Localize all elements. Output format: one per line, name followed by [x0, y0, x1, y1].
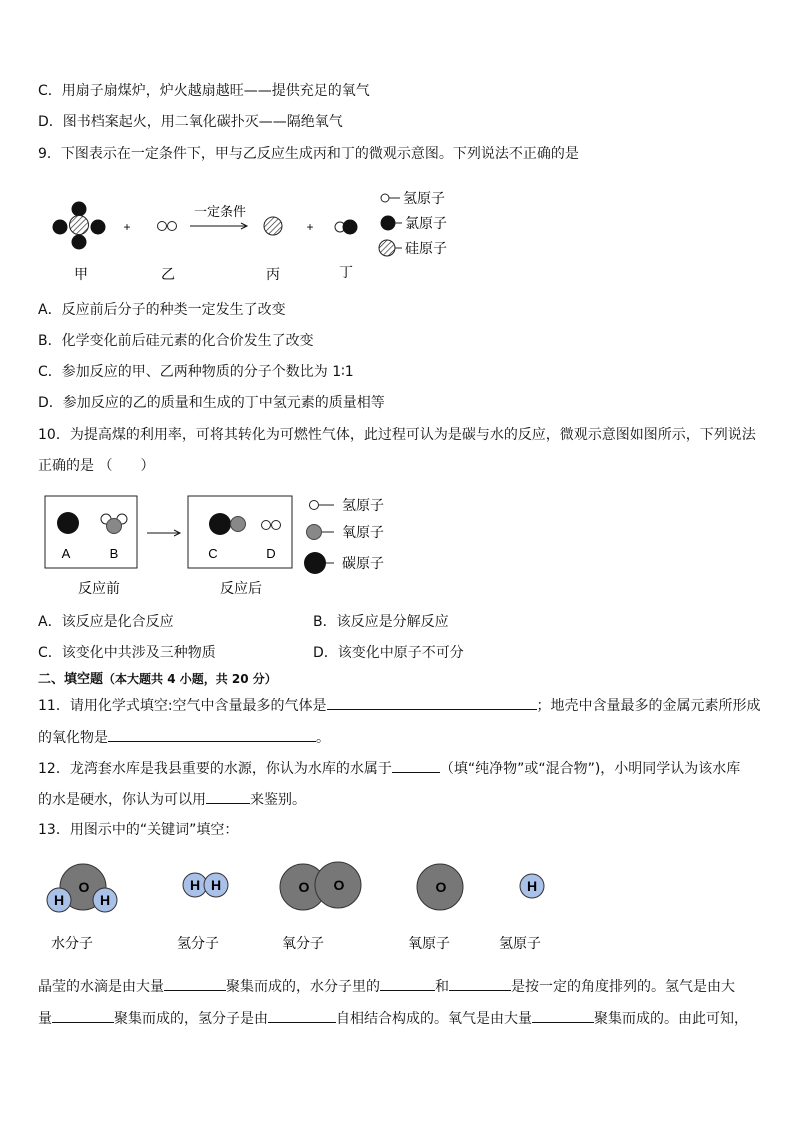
q9-option-a: A．反应前后分子的种类一定发生了改变 [38, 302, 286, 318]
q9-option-d: D．参加反应的乙的质量和生成的丁中氢元素的质量相等 [38, 395, 385, 411]
legend-chlorine: 氯原子 [405, 215, 447, 231]
q10-reaction-diagram [44, 495, 404, 605]
water-molecule-b [101, 514, 127, 534]
o-letter: O [78, 879, 90, 895]
h-letter: H [189, 877, 201, 893]
legend-carbon: 碳原子 [342, 555, 384, 571]
reaction-arrow [147, 530, 180, 536]
q8-option-c: C．用扇子扇煤炉，炉火越扇越旺——提供充足的氧气 [38, 83, 370, 99]
q13-text: 量 [38, 1011, 52, 1027]
q10-legend [304, 497, 384, 574]
q11-text-3: 的氧化物是 [38, 730, 108, 746]
q13-text: 自相结合构成的。氧气是由大量 [336, 1011, 532, 1027]
q11-line1 [38, 695, 761, 716]
oxygen-molecule [280, 862, 361, 910]
q9-stem: 9．下图表示在一定条件下，甲与乙反应生成丙和丁的微观示意图。下列说法不正确的是 [38, 146, 579, 162]
q12-text-3: 的水是硬水，你认为可以用 [38, 792, 206, 808]
q12-text-4: 来鉴别。 [250, 792, 306, 808]
q12-line1 [38, 758, 740, 779]
oxygen-atom [417, 864, 463, 910]
q9-option-c: C．参加反应的甲、乙两种物质的分子个数比为 1∶1 [38, 364, 354, 380]
label-d: D [266, 546, 276, 561]
q11-text-1: 11．请用化学式填空:空气中含量最多的气体是 [38, 698, 327, 714]
section-heading [38, 669, 277, 690]
q13-blank-5[interactable] [268, 1008, 336, 1023]
q11-blank-1[interactable] [327, 695, 537, 710]
q13-text: 和 [435, 979, 449, 995]
hydrogen-atom [520, 874, 544, 898]
q13-text-line2 [38, 1008, 748, 1029]
q13-blank-3[interactable] [449, 976, 511, 991]
plus-sign: + [306, 220, 314, 234]
q11-text-2: ；地壳中含量最多的金属元素所形成 [536, 698, 761, 714]
label-yi: 乙 [161, 266, 175, 282]
q10-stem-line2: 正确的是 （ ） [38, 458, 155, 474]
bing-molecule [264, 217, 282, 235]
caption-hydrogen-molecule: 氢分子 [177, 935, 219, 951]
h-letter: H [526, 878, 538, 894]
legend-hydrogen: 氢原子 [342, 497, 384, 513]
q12-text-1: 12．龙湾套水库是我县重要的水源，你认为水库的水属于 [38, 761, 392, 777]
section-title: 二、填空题 [38, 672, 104, 687]
caption-after: 反应后 [220, 580, 262, 596]
legend-silicon: 硅原子 [405, 240, 447, 256]
q10-option-d: D．该变化中原子不可分 [313, 645, 464, 661]
after-box [188, 496, 292, 568]
q13-blank-1[interactable] [164, 976, 226, 991]
h2-molecule-d [262, 521, 281, 530]
h-letter: H [210, 877, 222, 893]
q10-option-a: A．该反应是化合反应 [38, 614, 174, 630]
before-box [45, 496, 137, 568]
co-molecule-c [209, 513, 246, 535]
q12-line2 [38, 789, 306, 810]
label-bing: 丙 [266, 266, 280, 282]
jia-molecule [53, 202, 106, 250]
q12-blank-2[interactable] [206, 789, 250, 804]
caption-oxygen-atom: 氧原子 [408, 935, 450, 951]
q13-text: 聚集而成的，氢分子是由 [114, 1011, 268, 1027]
q13-blank-2[interactable] [380, 976, 435, 991]
q13-molecule-diagram [40, 855, 560, 955]
h-letter: H [53, 892, 65, 908]
label-b: B [109, 546, 119, 561]
q8-option-d: D．图书档案起火，用二氧化碳扑灭——隔绝氧气 [38, 114, 343, 130]
caption-before: 反应前 [78, 580, 120, 596]
q13-text: 聚集而成的，水分子里的 [226, 979, 380, 995]
reaction-condition: 一定条件 [193, 204, 247, 219]
q13-stem: 13．用图示中的“关键词”填空： [38, 822, 239, 838]
q10-option-c: C．该变化中共涉及三种物质 [38, 645, 216, 661]
caption-oxygen-molecule: 氧分子 [282, 935, 324, 951]
o-letter: O [333, 877, 345, 893]
legend-hydrogen: 氢原子 [403, 190, 445, 206]
label-ding: 丁 [339, 264, 353, 280]
q10-stem-line1: 10．为提高煤的利用率，可将其转化为可燃性气体，此过程可认为是碳与水的反应，微观示意图如图所示，下列说法 [38, 427, 756, 443]
reaction-arrow [190, 223, 247, 229]
q13-blank-6[interactable] [532, 1008, 594, 1023]
hydrogen-molecule [183, 873, 228, 897]
o-letter: O [298, 879, 310, 895]
o-letter: O [435, 879, 447, 895]
q12-text-2: （填“纯净物”或“混合物”)，小明同学认为该水库 [439, 761, 741, 777]
label-jia: 甲 [74, 266, 88, 282]
yi-molecule [158, 222, 177, 231]
caption-water-molecule: 水分子 [51, 935, 93, 951]
h-letter: H [99, 892, 111, 908]
plus-sign: + [123, 220, 131, 234]
q11-text-4: 。 [316, 730, 330, 746]
q9-option-b: B．化学变化前后硅元素的化合价发生了改变 [38, 333, 314, 349]
q13-text: 是按一定的角度排列的。氢气是由大 [511, 979, 735, 995]
q13-text: 聚集而成的。由此可知， [594, 1011, 748, 1027]
q13-blank-4[interactable] [52, 1008, 114, 1023]
q11-blank-2[interactable] [108, 727, 316, 742]
q10-option-b: B．该反应是分解反应 [313, 614, 449, 630]
label-a: A [61, 546, 71, 561]
q12-blank-1[interactable] [392, 758, 440, 773]
label-c: C [208, 546, 218, 561]
ding-molecule [335, 220, 358, 235]
q13-text: 晶莹的水滴是由大量 [38, 979, 164, 995]
q13-text-line1 [38, 976, 735, 997]
q11-line2 [38, 727, 330, 748]
section-subtitle: （本大题共 4 小题，共 20 分） [103, 672, 277, 686]
water-molecule [47, 864, 117, 912]
caption-hydrogen-atom: 氢原子 [499, 935, 541, 951]
legend-oxygen: 氧原子 [342, 524, 384, 540]
q9-legend [379, 190, 447, 256]
carbon-atom-a [57, 512, 79, 534]
q9-reaction-diagram [40, 185, 480, 285]
